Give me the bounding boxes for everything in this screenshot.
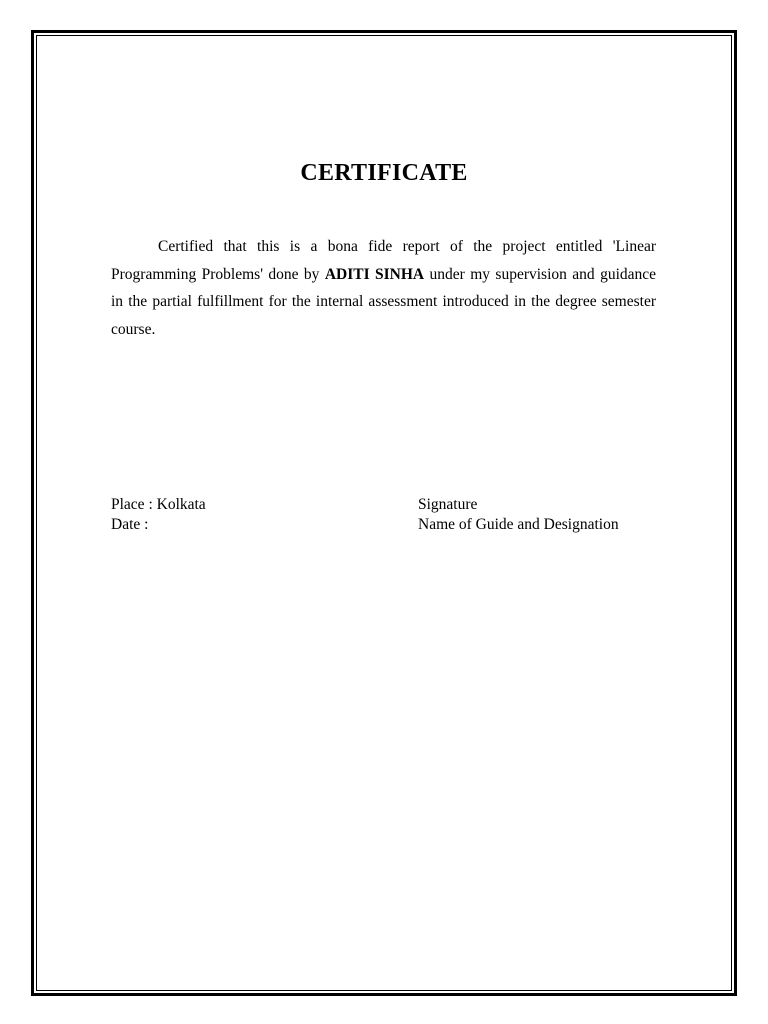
footer-right-block <box>418 495 619 535</box>
signature-label: Signature <box>418 496 478 513</box>
certificate-title: CERTIFICATE <box>300 160 468 186</box>
paragraph-text-before-name: Certified that this is a bona fide report of the project entitled 'Linear Programming Problems' done by <box>111 238 656 283</box>
place-label: Place : Kolkata <box>111 496 206 513</box>
date-label: Date : <box>111 516 149 533</box>
student-name: ADITI SINHA <box>324 265 425 283</box>
guide-designation-label: Name of Guide and Designation <box>418 516 619 533</box>
footer-left-block <box>111 495 206 535</box>
certificate-paragraph <box>111 233 656 343</box>
paragraph-text-after-name: under my supervision and guidance in the partial fulfillment for the internal assessment introduced in the degree semester course. <box>111 265 657 338</box>
